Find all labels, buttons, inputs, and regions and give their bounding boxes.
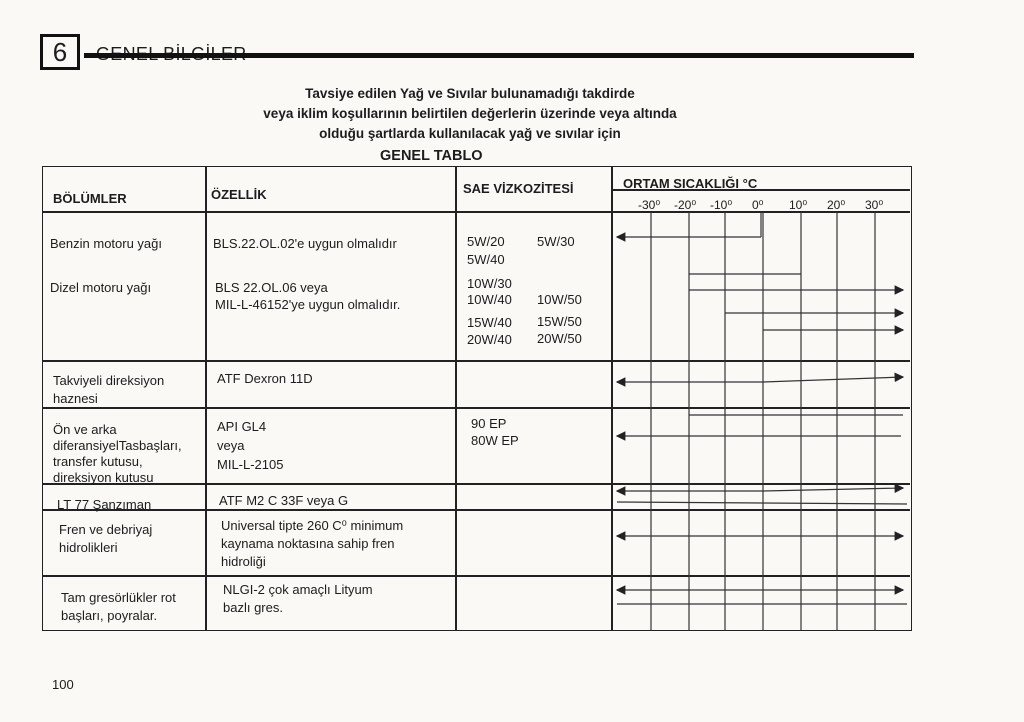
row-diferansiyel-ozellik: MIL-L-2105 — [217, 457, 284, 472]
section-number-box — [40, 34, 80, 70]
page-number: 100 — [52, 677, 74, 692]
temp-tick: -10⁰ — [710, 198, 733, 212]
intro-line-2: veya iklim koşullarının belirtilen değerlerin üzerinde veya altında — [263, 106, 677, 121]
sae-value: 10W/50 — [537, 292, 582, 307]
temp-tick: 20⁰ — [827, 198, 846, 212]
sae-value: 10W/30 — [467, 276, 512, 291]
row-fren-ozellik: hidroliği — [221, 554, 266, 569]
header-ortam: ORTAM SICAKLIĞI °C — [623, 176, 758, 191]
row-gres-bolum: Tam gresörlükler rot — [61, 590, 176, 605]
sae-value: 15W/50 — [537, 314, 582, 329]
row-dizel-ozellik: BLS 22.OL.06 veya — [215, 280, 328, 295]
row-dizel-bolum: Dizel motoru yağı — [50, 280, 152, 295]
sae-value: 5W/30 — [537, 234, 575, 249]
row-gres-ozellik: bazlı gres. — [223, 600, 283, 615]
row-benzin-bolum: Benzin motoru yağı — [50, 236, 163, 251]
sae-value: 20W/50 — [537, 331, 582, 346]
header-sae: SAE VİZKOZİTESİ — [463, 181, 574, 196]
row-direksiyon-bolum: haznesi — [53, 391, 98, 406]
header-bolumler: BÖLÜMLER — [53, 191, 127, 206]
intro-line-3: olduğu şartlarda kullanılacak yağ ve sıvılar için — [319, 126, 621, 141]
sae-value: 5W/20 — [467, 234, 505, 249]
row-direksiyon-bolum: Takviyeli direksiyon — [53, 373, 165, 388]
sae-value: 15W/40 — [467, 315, 512, 330]
temp-tick: -20⁰ — [674, 198, 697, 212]
intro-line-1: Tavsiye edilen Yağ ve Sıvılar bulunamadığı takdirde — [305, 86, 635, 101]
sae-value: 20W/40 — [467, 332, 512, 347]
temp-tick: -30⁰ — [638, 198, 661, 212]
row-diferansiyel-bolum: diferansiyelTasbaşları, — [53, 438, 182, 453]
row-direksiyon-ozellik: ATF Dexron 11D — [217, 371, 313, 386]
row-gres-ozellik: NLGI-2 çok amaçlı Lityum — [223, 582, 373, 597]
row-fren-ozellik: Universal tipte 260 C⁰ minimum — [221, 518, 404, 533]
row-benzin-ozellik: BLS.22.OL.02'e uygun olmalıdır — [213, 236, 397, 251]
row-fren-bolum: Fren ve debriyaj — [59, 522, 153, 537]
row-fren-bolum: hidrolikleri — [59, 540, 118, 555]
section-number: 6 — [52, 37, 68, 67]
row-fren-ozellik: kaynama noktasına sahip fren — [221, 536, 395, 551]
row-diferansiyel-bolum: transfer kutusu, — [53, 454, 143, 469]
row-diferansiyel-bolum: direksiyon kutusu — [53, 470, 154, 485]
row-diferansiyel-bolum: Ön ve arka — [53, 422, 117, 437]
header-ozellik: ÖZELLİK — [211, 187, 267, 202]
row-diferansiyel-ozellik: veya — [217, 438, 245, 453]
header-rule — [84, 53, 914, 58]
sae-value: 5W/40 — [467, 252, 505, 267]
row-sanziman-ozellik: ATF M2 C 33F veya G — [219, 493, 349, 508]
row-dizel-ozellik: MIL-L-46152'ye uygun olmalıdır. — [215, 297, 401, 312]
general-table — [42, 166, 912, 631]
col-divider — [205, 167, 207, 630]
row-diferansiyel-ozellik: API GL4 — [217, 419, 267, 434]
sae-value: 90 EP — [471, 416, 507, 431]
sae-value: 80W EP — [471, 433, 519, 448]
row-sanziman-bolum: LT 77 Şanzıman — [57, 497, 152, 512]
temp-tick: 30⁰ — [865, 198, 884, 212]
temp-tick: 0⁰ — [752, 198, 764, 212]
table-title: GENEL TABLO — [380, 148, 483, 164]
col-divider — [455, 167, 457, 630]
row-gres-bolum: başları, poyralar. — [61, 608, 158, 623]
temperature-range-chart — [613, 212, 911, 630]
temp-tick: 10⁰ — [789, 198, 808, 212]
sae-value: 10W/40 — [467, 292, 512, 307]
